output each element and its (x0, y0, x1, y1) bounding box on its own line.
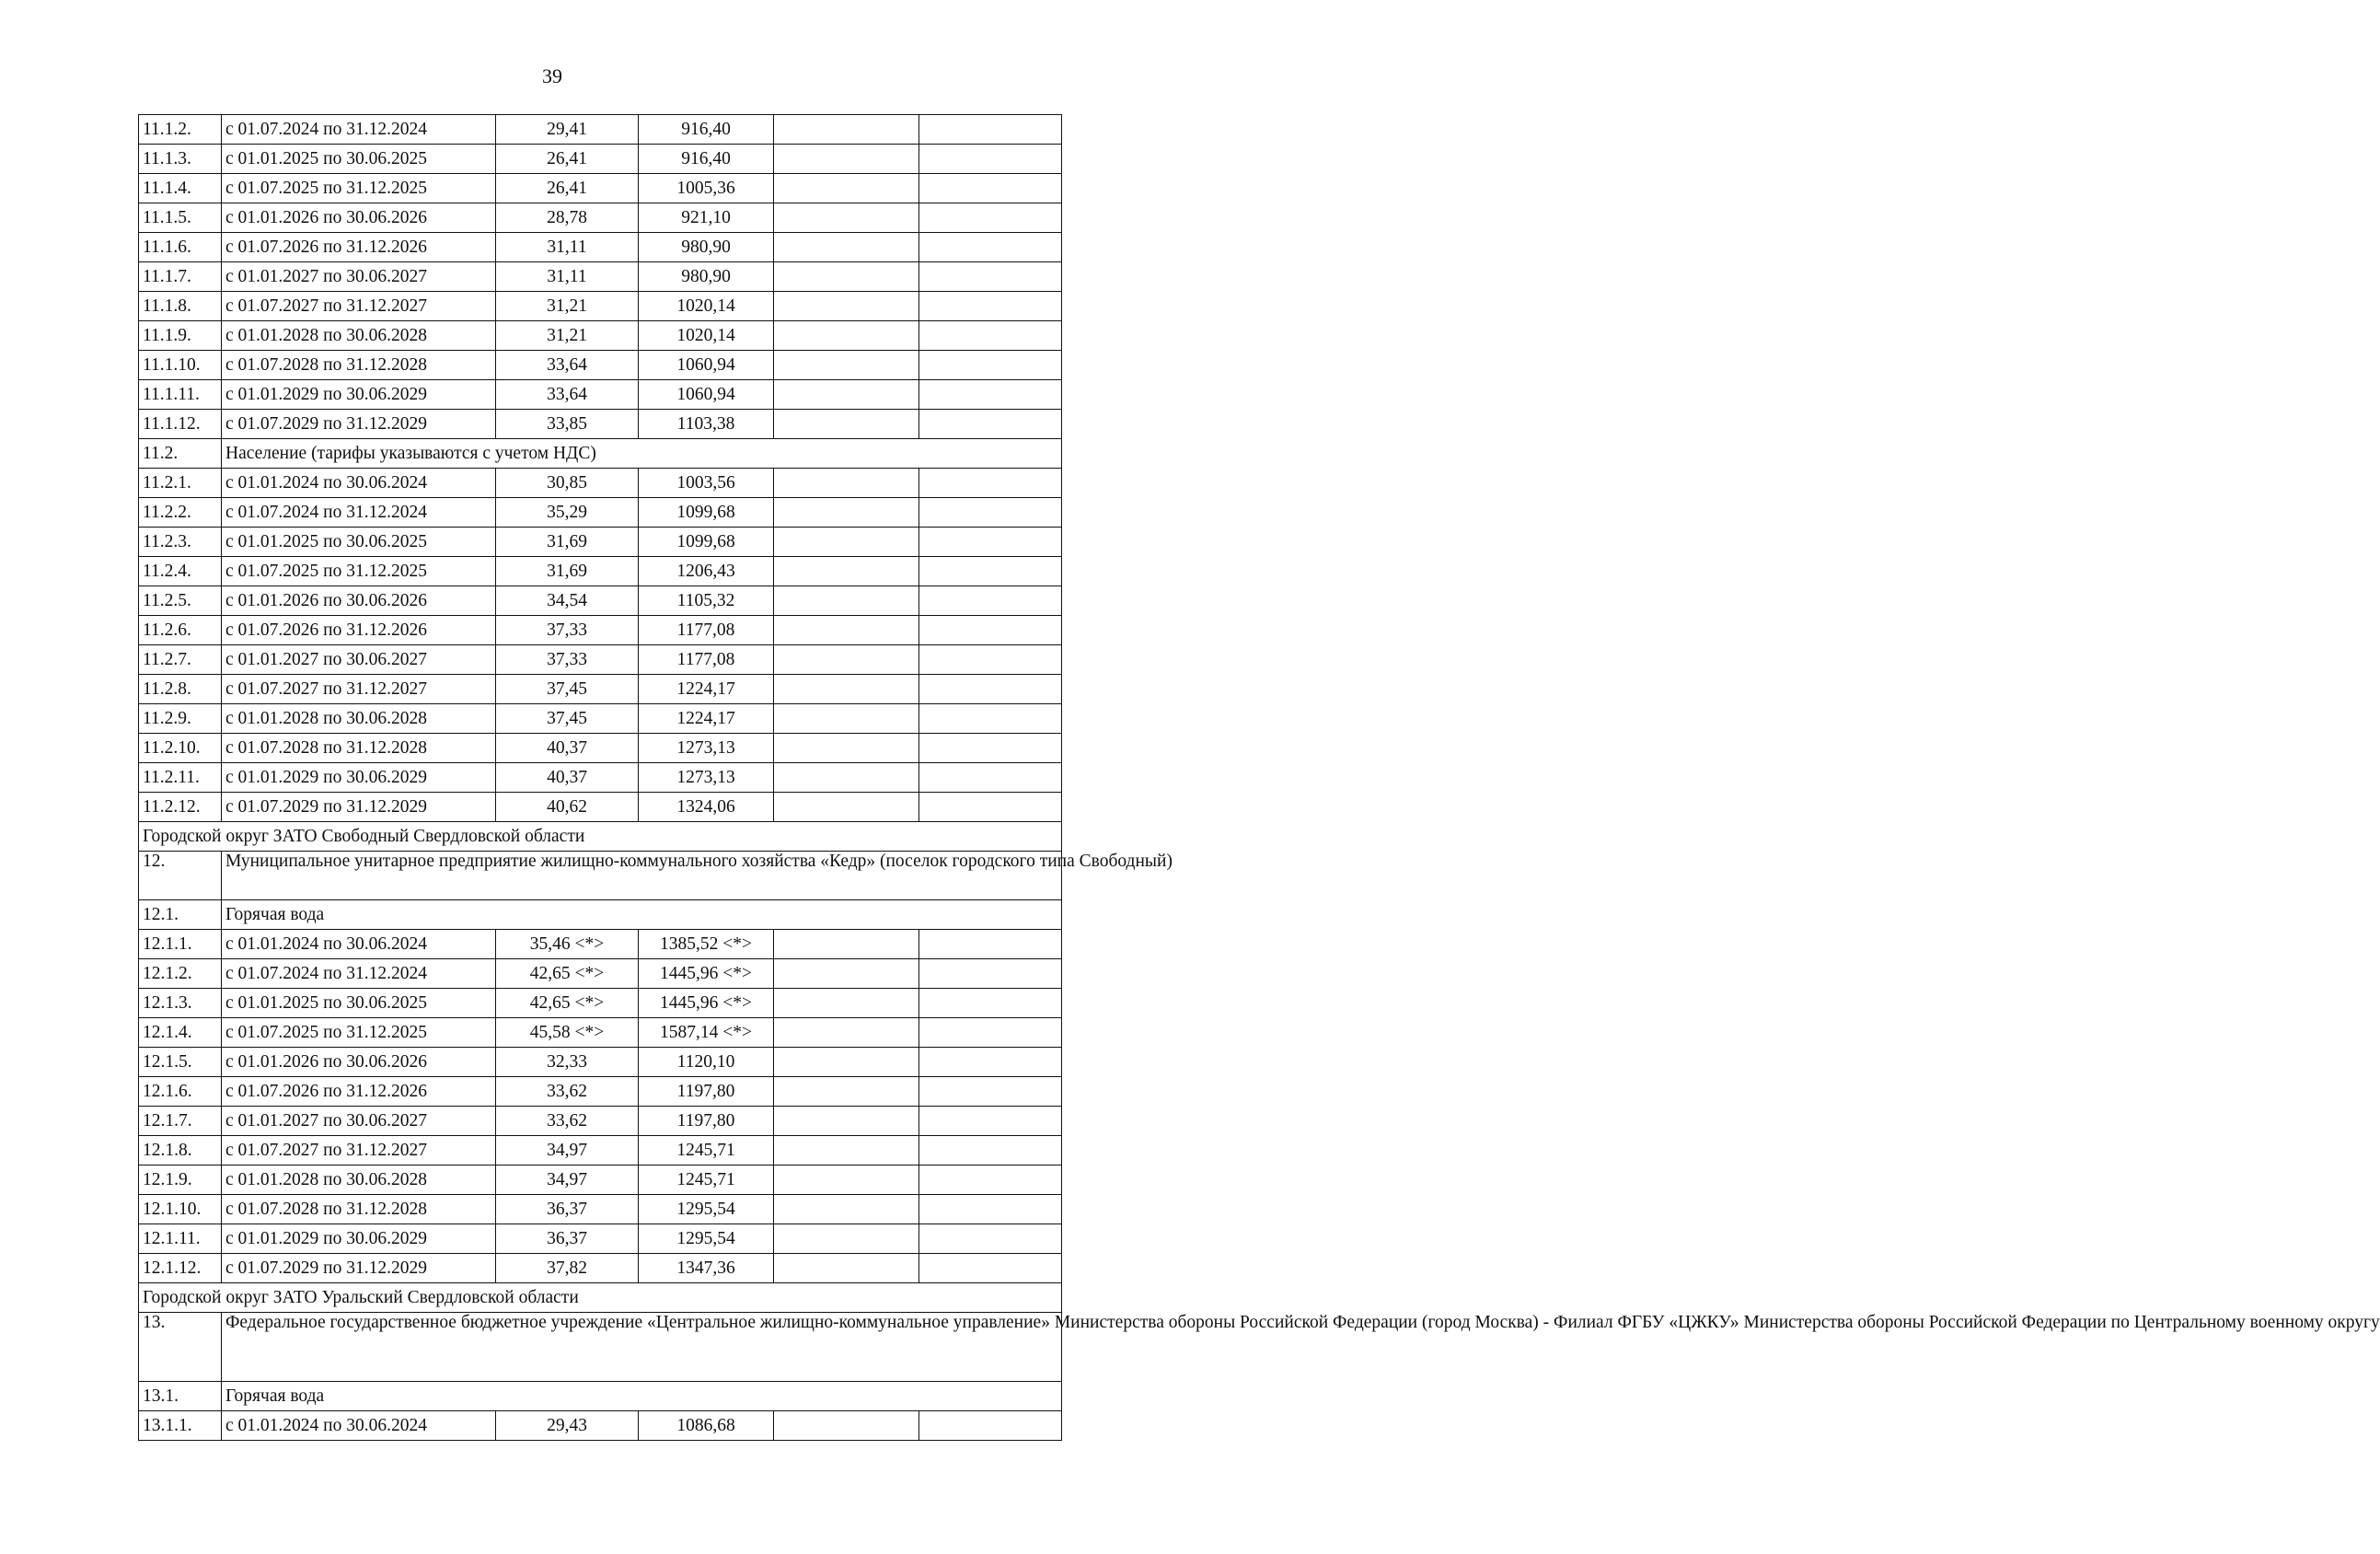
empty-cell (919, 1254, 1062, 1283)
period-cell: с 01.07.2029 по 31.12.2029 (222, 793, 496, 822)
row-number: 11.1.7. (139, 262, 222, 292)
period-cell: с 01.01.2026 по 30.06.2026 (222, 586, 496, 616)
tariff-value-2: 1273,13 (639, 734, 774, 763)
empty-cell (919, 1136, 1062, 1166)
tariff-row (139, 959, 1062, 989)
period-cell: с 01.01.2026 по 30.06.2026 (222, 203, 496, 233)
tariff-value-1: 29,41 (496, 115, 639, 145)
period-cell: с 01.01.2024 по 30.06.2024 (222, 930, 496, 959)
row-number: 11.1.2. (139, 115, 222, 145)
tariff-row (139, 1048, 1062, 1077)
empty-cell (919, 469, 1062, 498)
tariff-value-2: 1197,80 (639, 1107, 774, 1136)
empty-cell (919, 1195, 1062, 1224)
period-cell: с 01.07.2028 по 31.12.2028 (222, 351, 496, 380)
tariff-value-2: 1197,80 (639, 1077, 774, 1107)
empty-cell (919, 174, 1062, 203)
row-number: 12.1.9. (139, 1166, 222, 1195)
organization-row (139, 1313, 1062, 1382)
tariff-row (139, 380, 1062, 410)
tariff-row (139, 793, 1062, 822)
tariff-row (139, 930, 1062, 959)
tariff-value-2: 1206,43 (639, 557, 774, 586)
tariff-row (139, 989, 1062, 1018)
row-number: 11.1.6. (139, 233, 222, 262)
section-row (139, 1382, 1062, 1411)
tariff-value-2: 1177,08 (639, 616, 774, 645)
row-number: 12.1. (139, 900, 222, 930)
row-number: 12. (139, 852, 222, 900)
empty-cell (919, 380, 1062, 410)
tariff-value-2: 916,40 (639, 115, 774, 145)
organization-name: Федеральное государственное бюджетное учреждение «Центральное жилищно-коммунальное управление» Министерства обороны Российской Федерации (город Москва) - Филиал ФГБУ «ЦЖКУ» Министерства обороны Российской Федерации по Центральному военному округу (222, 1313, 1062, 1382)
row-number: 11.2.1. (139, 469, 222, 498)
period-cell: с 01.07.2029 по 31.12.2029 (222, 1254, 496, 1283)
tariff-value-2: 1060,94 (639, 351, 774, 380)
row-number: 13. (139, 1313, 222, 1382)
period-cell: с 01.01.2027 по 30.06.2027 (222, 262, 496, 292)
empty-cell (774, 321, 919, 351)
tariff-value-1: 31,69 (496, 557, 639, 586)
row-number: 11.1.9. (139, 321, 222, 351)
tariff-value-1: 31,21 (496, 321, 639, 351)
tariff-value-1: 37,33 (496, 645, 639, 675)
row-number: 12.1.3. (139, 989, 222, 1018)
tariff-value-1: 37,45 (496, 675, 639, 704)
empty-cell (774, 1411, 919, 1441)
period-cell: с 01.07.2025 по 31.12.2025 (222, 557, 496, 586)
empty-cell (774, 734, 919, 763)
empty-cell (774, 292, 919, 321)
tariff-value-1: 40,37 (496, 763, 639, 793)
tariff-value-2: 1445,96 <*> (639, 989, 774, 1018)
tariff-row (139, 1136, 1062, 1166)
tariff-row (139, 1411, 1062, 1441)
tariff-value-2: 1224,17 (639, 675, 774, 704)
period-cell: с 01.01.2027 по 30.06.2027 (222, 645, 496, 675)
tariff-value-2: 1099,68 (639, 498, 774, 528)
tariff-value-1: 33,64 (496, 351, 639, 380)
tariff-value-1: 34,97 (496, 1166, 639, 1195)
empty-cell (774, 675, 919, 704)
tariff-row (139, 469, 1062, 498)
empty-cell (774, 1048, 919, 1077)
row-number: 11.2.8. (139, 675, 222, 704)
empty-cell (774, 616, 919, 645)
tariff-row (139, 528, 1062, 557)
page-number: 39 (542, 64, 562, 87)
tariff-row (139, 262, 1062, 292)
row-number: 13.1. (139, 1382, 222, 1411)
row-number: 11.2.3. (139, 528, 222, 557)
empty-cell (919, 203, 1062, 233)
tariff-value-2: 1003,56 (639, 469, 774, 498)
period-cell: с 01.01.2025 по 30.06.2025 (222, 145, 496, 174)
tariff-row (139, 734, 1062, 763)
tariff-value-1: 28,78 (496, 203, 639, 233)
district-title: Городской округ ЗАТО Уральский Свердловской области (139, 1283, 1062, 1313)
empty-cell (774, 793, 919, 822)
tariff-value-1: 31,11 (496, 233, 639, 262)
tariff-value-2: 1005,36 (639, 174, 774, 203)
period-cell: с 01.07.2027 по 31.12.2027 (222, 675, 496, 704)
tariff-value-2: 921,10 (639, 203, 774, 233)
tariff-value-2: 1105,32 (639, 586, 774, 616)
tariff-row (139, 586, 1062, 616)
row-number: 11.1.5. (139, 203, 222, 233)
tariff-row (139, 675, 1062, 704)
row-number: 11.2.2. (139, 498, 222, 528)
empty-cell (919, 410, 1062, 439)
row-number: 12.1.12. (139, 1254, 222, 1283)
row-number: 11.2.11. (139, 763, 222, 793)
row-number: 11.2.9. (139, 704, 222, 734)
empty-cell (919, 351, 1062, 380)
tariff-row (139, 145, 1062, 174)
row-number: 11.1.4. (139, 174, 222, 203)
row-number: 12.1.7. (139, 1107, 222, 1136)
period-cell: с 01.01.2025 по 30.06.2025 (222, 989, 496, 1018)
tariff-value-1: 31,69 (496, 528, 639, 557)
empty-cell (774, 586, 919, 616)
tariff-value-2: 1445,96 <*> (639, 959, 774, 989)
tariff-value-2: 1295,54 (639, 1224, 774, 1254)
period-cell: с 01.07.2026 по 31.12.2026 (222, 616, 496, 645)
period-cell: с 01.07.2024 по 31.12.2024 (222, 959, 496, 989)
empty-cell (919, 1018, 1062, 1048)
row-number: 12.1.4. (139, 1018, 222, 1048)
empty-cell (919, 262, 1062, 292)
empty-cell (774, 351, 919, 380)
row-number: 13.1.1. (139, 1411, 222, 1441)
empty-cell (919, 616, 1062, 645)
empty-cell (919, 1224, 1062, 1254)
period-cell: с 01.07.2025 по 31.12.2025 (222, 174, 496, 203)
row-number: 12.1.11. (139, 1224, 222, 1254)
organization-row (139, 852, 1062, 900)
tariff-value-2: 1099,68 (639, 528, 774, 557)
empty-cell (919, 321, 1062, 351)
tariff-table (138, 114, 2380, 1441)
tariff-row (139, 763, 1062, 793)
tariff-value-2: 1020,14 (639, 321, 774, 351)
tariff-value-1: 33,85 (496, 410, 639, 439)
period-cell: с 01.01.2029 по 30.06.2029 (222, 763, 496, 793)
tariff-row (139, 292, 1062, 321)
section-title: Население (тарифы указываются с учетом НДС) (222, 439, 1062, 469)
tariff-value-2: 1224,17 (639, 704, 774, 734)
tariff-value-2: 1273,13 (639, 763, 774, 793)
empty-cell (919, 1077, 1062, 1107)
tariff-value-1: 36,37 (496, 1195, 639, 1224)
period-cell: с 01.01.2026 по 30.06.2026 (222, 1048, 496, 1077)
empty-cell (774, 1136, 919, 1166)
row-number: 11.2. (139, 439, 222, 469)
empty-cell (774, 1107, 919, 1136)
period-cell: с 01.07.2026 по 31.12.2026 (222, 233, 496, 262)
tariff-value-1: 37,82 (496, 1254, 639, 1283)
empty-cell (919, 1411, 1062, 1441)
row-number: 12.1.8. (139, 1136, 222, 1166)
tariff-value-2: 1324,06 (639, 793, 774, 822)
period-cell: с 01.07.2027 по 31.12.2027 (222, 1136, 496, 1166)
tariff-row (139, 557, 1062, 586)
row-number: 12.1.10. (139, 1195, 222, 1224)
empty-cell (774, 704, 919, 734)
tariff-row (139, 1018, 1062, 1048)
tariff-value-1: 35,46 <*> (496, 930, 639, 959)
row-number: 12.1.6. (139, 1077, 222, 1107)
tariff-row (139, 1166, 1062, 1195)
empty-cell (774, 1254, 919, 1283)
empty-cell (774, 645, 919, 675)
empty-cell (919, 704, 1062, 734)
row-number: 12.1.1. (139, 930, 222, 959)
row-number: 11.2.4. (139, 557, 222, 586)
district-row (139, 822, 1062, 852)
tariff-value-1: 36,37 (496, 1224, 639, 1254)
period-cell: с 01.07.2024 по 31.12.2024 (222, 115, 496, 145)
tariff-value-1: 31,11 (496, 262, 639, 292)
empty-cell (919, 959, 1062, 989)
period-cell: с 01.01.2029 по 30.06.2029 (222, 1224, 496, 1254)
empty-cell (774, 115, 919, 145)
tariff-value-1: 42,65 <*> (496, 959, 639, 989)
empty-cell (919, 1166, 1062, 1195)
empty-cell (774, 763, 919, 793)
empty-cell (919, 763, 1062, 793)
tariff-value-1: 29,43 (496, 1411, 639, 1441)
empty-cell (774, 203, 919, 233)
period-cell: с 01.07.2026 по 31.12.2026 (222, 1077, 496, 1107)
empty-cell (919, 498, 1062, 528)
tariff-row (139, 351, 1062, 380)
period-cell: с 01.01.2029 по 30.06.2029 (222, 380, 496, 410)
organization-name: Муниципальное унитарное предприятие жилищно-коммунального хозяйства «Кедр» (поселок городского типа Свободный) (222, 852, 1062, 900)
row-number: 11.2.6. (139, 616, 222, 645)
section-row (139, 439, 1062, 469)
tariff-table-body (139, 115, 2380, 1441)
empty-cell (774, 528, 919, 557)
tariff-value-2: 980,90 (639, 262, 774, 292)
tariff-value-1: 33,62 (496, 1077, 639, 1107)
tariff-value-1: 34,54 (496, 586, 639, 616)
tariff-value-1: 42,65 <*> (496, 989, 639, 1018)
empty-cell (919, 528, 1062, 557)
empty-cell (774, 1077, 919, 1107)
empty-cell (919, 115, 1062, 145)
row-number: 11.1.12. (139, 410, 222, 439)
tariff-row (139, 115, 1062, 145)
tariff-row (139, 1254, 1062, 1283)
district-title: Городской округ ЗАТО Свободный Свердловской области (139, 822, 1062, 852)
empty-cell (919, 645, 1062, 675)
tariff-value-2: 1103,38 (639, 410, 774, 439)
empty-cell (919, 675, 1062, 704)
row-number: 12.1.2. (139, 959, 222, 989)
tariff-value-2: 916,40 (639, 145, 774, 174)
tariff-row (139, 174, 1062, 203)
tariff-value-2: 1587,14 <*> (639, 1018, 774, 1048)
tariff-value-2: 1060,94 (639, 380, 774, 410)
empty-cell (774, 233, 919, 262)
section-row (139, 900, 1062, 930)
empty-cell (774, 1166, 919, 1195)
period-cell: с 01.01.2025 по 30.06.2025 (222, 528, 496, 557)
empty-cell (919, 1048, 1062, 1077)
tariff-value-1: 33,62 (496, 1107, 639, 1136)
empty-cell (919, 1107, 1062, 1136)
period-cell: с 01.01.2028 по 30.06.2028 (222, 704, 496, 734)
period-cell: с 01.07.2025 по 31.12.2025 (222, 1018, 496, 1048)
tariff-value-2: 1020,14 (639, 292, 774, 321)
tariff-value-2: 1385,52 <*> (639, 930, 774, 959)
empty-cell (919, 145, 1062, 174)
tariff-value-1: 37,33 (496, 616, 639, 645)
tariff-value-1: 30,85 (496, 469, 639, 498)
empty-cell (919, 734, 1062, 763)
tariff-row (139, 321, 1062, 351)
period-cell: с 01.07.2028 по 31.12.2028 (222, 1195, 496, 1224)
tariff-value-2: 980,90 (639, 233, 774, 262)
empty-cell (774, 930, 919, 959)
period-cell: с 01.01.2028 по 30.06.2028 (222, 321, 496, 351)
tariff-value-1: 40,62 (496, 793, 639, 822)
tariff-value-1: 26,41 (496, 174, 639, 203)
empty-cell (774, 1195, 919, 1224)
tariff-value-1: 35,29 (496, 498, 639, 528)
empty-cell (774, 557, 919, 586)
row-number: 11.2.5. (139, 586, 222, 616)
tariff-row (139, 410, 1062, 439)
tariff-row (139, 233, 1062, 262)
tariff-value-1: 34,97 (496, 1136, 639, 1166)
section-title: Горячая вода (222, 900, 1062, 930)
period-cell: с 01.01.2024 по 30.06.2024 (222, 469, 496, 498)
tariff-row (139, 704, 1062, 734)
tariff-value-2: 1177,08 (639, 645, 774, 675)
tariff-value-2: 1120,10 (639, 1048, 774, 1077)
tariff-row (139, 498, 1062, 528)
row-number: 11.2.7. (139, 645, 222, 675)
period-cell: с 01.01.2028 по 30.06.2028 (222, 1166, 496, 1195)
row-number: 11.1.10. (139, 351, 222, 380)
empty-cell (774, 469, 919, 498)
empty-cell (774, 380, 919, 410)
tariff-value-1: 40,37 (496, 734, 639, 763)
period-cell: с 01.07.2027 по 31.12.2027 (222, 292, 496, 321)
period-cell: с 01.07.2028 по 31.12.2028 (222, 734, 496, 763)
tariff-value-2: 1295,54 (639, 1195, 774, 1224)
tariff-row (139, 1195, 1062, 1224)
empty-cell (774, 1224, 919, 1254)
row-number: 11.1.3. (139, 145, 222, 174)
empty-cell (774, 989, 919, 1018)
empty-cell (774, 1018, 919, 1048)
period-cell: с 01.07.2029 по 31.12.2029 (222, 410, 496, 439)
empty-cell (774, 145, 919, 174)
empty-cell (919, 930, 1062, 959)
empty-cell (919, 989, 1062, 1018)
empty-cell (774, 410, 919, 439)
tariff-value-2: 1245,71 (639, 1136, 774, 1166)
tariff-value-1: 32,33 (496, 1048, 639, 1077)
row-number: 11.2.12. (139, 793, 222, 822)
empty-cell (919, 586, 1062, 616)
row-number: 11.2.10. (139, 734, 222, 763)
tariff-value-2: 1086,68 (639, 1411, 774, 1441)
empty-cell (919, 557, 1062, 586)
period-cell: с 01.01.2027 по 30.06.2027 (222, 1107, 496, 1136)
tariff-value-1: 26,41 (496, 145, 639, 174)
period-cell: с 01.01.2024 по 30.06.2024 (222, 1411, 496, 1441)
period-cell: с 01.07.2024 по 31.12.2024 (222, 498, 496, 528)
tariff-row (139, 1077, 1062, 1107)
empty-cell (774, 174, 919, 203)
empty-cell (919, 292, 1062, 321)
tariff-value-1: 31,21 (496, 292, 639, 321)
tariff-row (139, 1107, 1062, 1136)
empty-cell (774, 959, 919, 989)
empty-cell (919, 233, 1062, 262)
tariff-value-2: 1245,71 (639, 1166, 774, 1195)
empty-cell (919, 793, 1062, 822)
tariff-row (139, 203, 1062, 233)
row-number: 11.1.8. (139, 292, 222, 321)
tariff-value-1: 37,45 (496, 704, 639, 734)
tariff-row (139, 1224, 1062, 1254)
tariff-value-1: 45,58 <*> (496, 1018, 639, 1048)
empty-cell (774, 498, 919, 528)
tariff-row (139, 645, 1062, 675)
section-title: Горячая вода (222, 1382, 1062, 1411)
tariff-value-1: 33,64 (496, 380, 639, 410)
row-number: 11.1.11. (139, 380, 222, 410)
empty-cell (774, 262, 919, 292)
tariff-value-2: 1347,36 (639, 1254, 774, 1283)
row-number: 12.1.5. (139, 1048, 222, 1077)
tariff-row (139, 616, 1062, 645)
district-row (139, 1283, 1062, 1313)
